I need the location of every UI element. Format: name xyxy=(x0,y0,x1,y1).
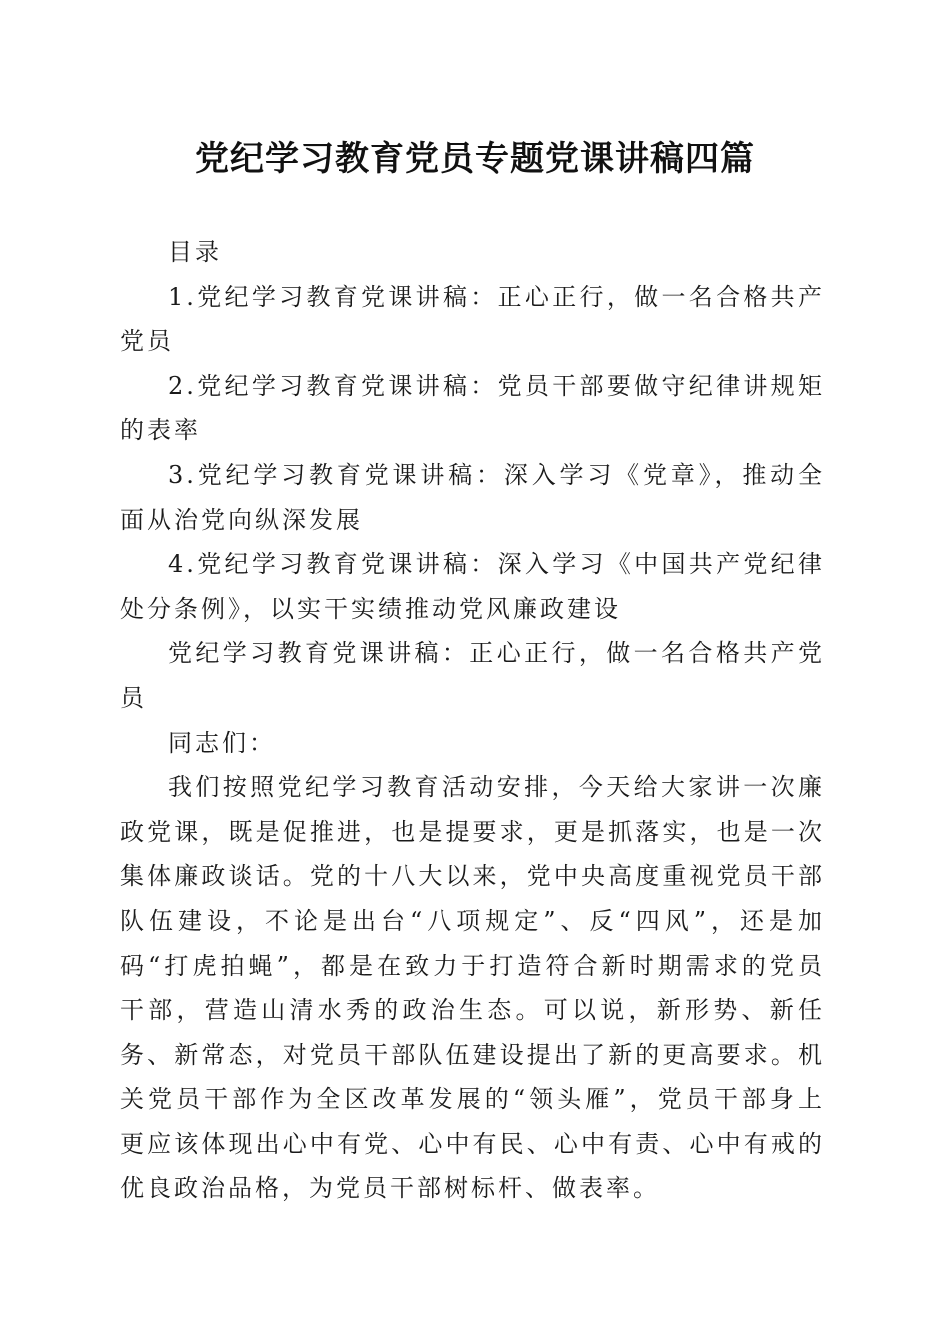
document-title: 党纪学习教育党员专题党课讲稿四篇 xyxy=(195,139,755,179)
salutation: 同志们： xyxy=(168,728,276,757)
body-paragraph: 我们按照党纪学习教育活动安排，今天给大家讲一次廉政党课，既是促推进，也是提要求，更是抓落实，也是一次集体廉政谈话。党的十八大以来，党中央高度重视党员干部队伍建设，不论是出台“八项规定”、反“四风”，还是加码“打虎拍蝇”，都是在致力于打造符合新时期需求的党员干部，营造山清水秀的政治生态。可以说，新形势、新任务、新常态，对党员干部队伍建设提出了新的更高要求。机关党员干部作为全区改革发展的“领头雁”，党员干部身上更应该体现出心中有党、心中有民、心中有责、心中有戒的优良政治品格，为党员干部树标杆、做表率。 xyxy=(120,773,825,1203)
toc-item: 4.党纪学习教育党课讲稿：深入学习《中国共产党纪律处分条例》，以实干实绩推动党风廉政建设 xyxy=(120,550,825,623)
toc-item: 2.党纪学习教育党课讲稿：党员干部要做守纪律讲规矩的表率 xyxy=(120,371,825,445)
section-heading: 党纪学习教育党课讲稿：正心正行，做一名合格共产党员 xyxy=(120,639,825,712)
toc-item: 1.党纪学习教育党课讲稿：正心正行，做一名合格共产党员 xyxy=(120,282,825,356)
toc-item: 3.党纪学习教育党课讲稿：深入学习《党章》，推动全面从治党向纵深发展 xyxy=(120,460,825,534)
document-body xyxy=(120,230,825,1211)
toc-heading: 目录 xyxy=(168,238,222,266)
